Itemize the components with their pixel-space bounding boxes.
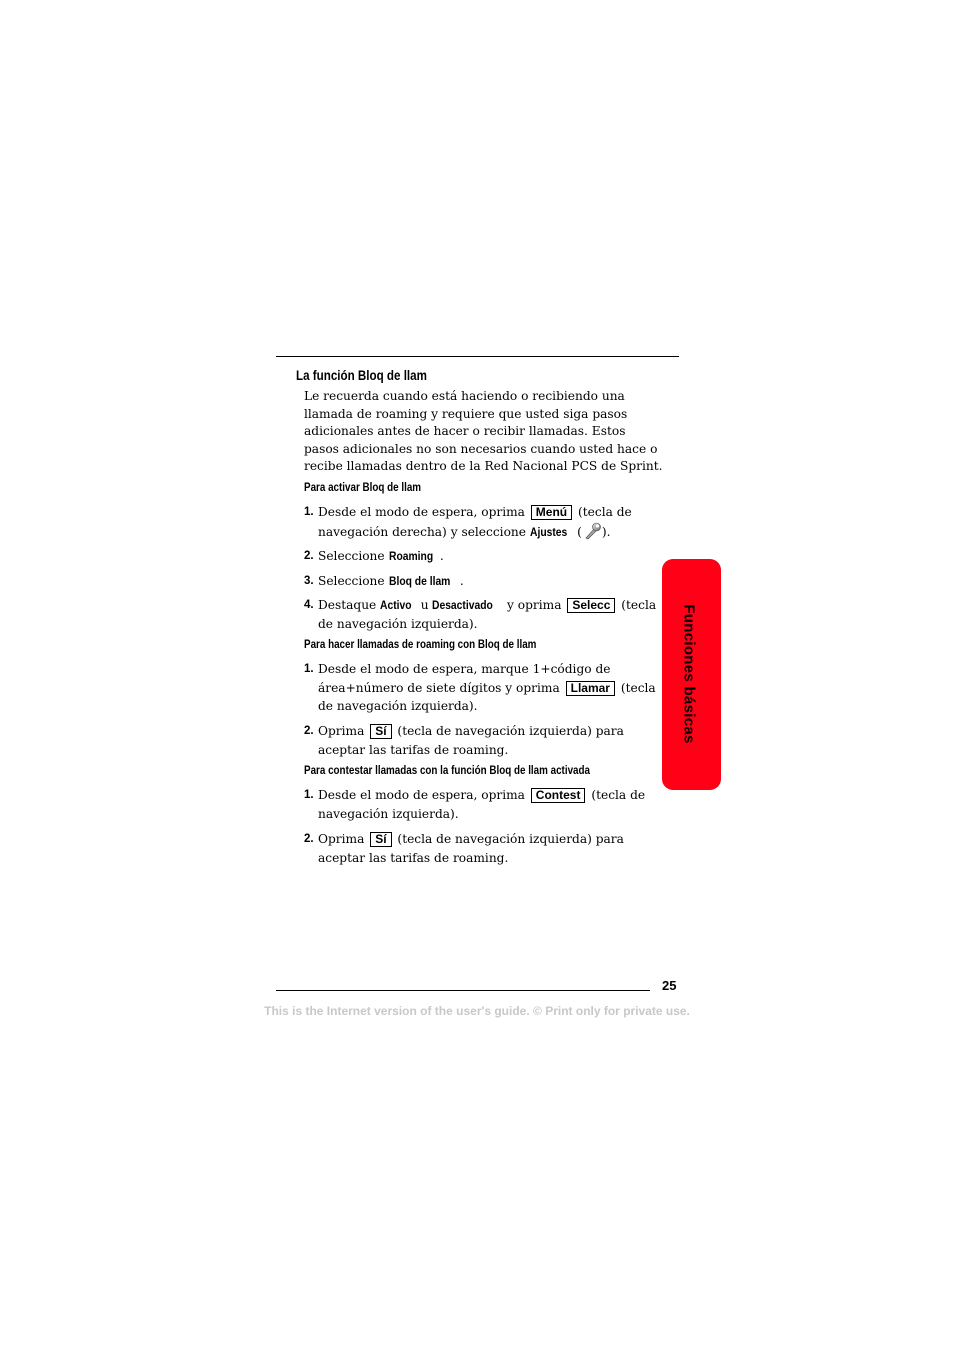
activate-step-4: 4. Destaque Activo u Desactivado y oprima Selecc (tecla de navegación izquierda). <box>304 598 657 631</box>
make-calls-step-2: 2. Oprima Sí (tecla de navegación izquierda) para aceptar las tarifas de roaming. <box>304 724 624 757</box>
activate-step-3: 3. Seleccione Bloq de llam . <box>304 572 660 591</box>
si-key[interactable]: Sí <box>370 724 391 739</box>
step-number: 4. <box>304 599 314 611</box>
subheading-make-calls: Para hacer llamadas de roaming con Bloq de llam <box>304 637 537 651</box>
si-key[interactable]: Sí <box>370 832 391 847</box>
subheading-activate: Para activar Bloq de llam <box>304 480 422 494</box>
page-number: 25 <box>662 978 677 993</box>
side-tab-label: Funciones básicas <box>680 604 698 744</box>
section-title: La función Bloq de llam <box>296 368 427 383</box>
contest-key[interactable]: Contest <box>531 788 586 803</box>
bloq-llam-label: Bloq de llam <box>388 574 450 588</box>
step-number: 1. <box>304 506 314 518</box>
intro-paragraph: Le recuerda cuando está haciendo o recibiendo una llamada de roaming y requiere que usted siga pasos adicionales antes de hacer o recibir llamadas. Estos pasos adicionales no son necesarios cuando usted hace o recibe llamadas dentro de la Red Nacional PCS de Sprint. <box>304 389 663 474</box>
roaming-label: Roaming <box>388 549 433 563</box>
activate-step-2: 2. Seleccione Roaming . <box>304 547 660 566</box>
top-rule <box>276 356 679 357</box>
step-number: 1. <box>304 789 314 801</box>
answer-calls-step-2: 2. Oprima Sí (tecla de navegación izquierda) para aceptar las tarifas de roaming. <box>304 832 624 865</box>
footer-note: This is the Internet version of the user's guide. © Print only for private use. <box>264 1004 690 1018</box>
subheading-answer-calls: Para contestar llamadas con la función Bloq de llam activada <box>304 763 591 777</box>
ajustes-label: Ajustes <box>529 524 568 539</box>
step-number: 3. <box>304 575 314 587</box>
step-number: 1. <box>304 663 314 675</box>
answer-calls-step-1: 1. Desde el modo de espera, oprima Contest (tecla de navegación izquierda). <box>304 788 646 821</box>
activate-step-1: 1. Desde el modo de espera, oprima Menú (tecla de navegación derecha) y seleccione Ajustes ( ). <box>304 503 660 541</box>
selecc-key[interactable]: Selecc <box>567 598 615 613</box>
activo-label: Activo <box>380 598 412 612</box>
bottom-rule <box>276 990 650 991</box>
step-number: 2. <box>304 833 314 845</box>
wrench-icon <box>582 522 602 540</box>
step-number: 2. <box>304 550 314 562</box>
step-number: 2. <box>304 725 314 737</box>
make-calls-step-1: 1. Desde el modo de espera, marque 1+código de área+número de siete dígitos y oprima Llamar (tecla de navegación izquierda). <box>304 662 656 713</box>
menu-key[interactable]: Menú <box>531 505 572 520</box>
desactivado-label: Desactivado <box>432 598 494 612</box>
llamar-key[interactable]: Llamar <box>566 681 615 696</box>
